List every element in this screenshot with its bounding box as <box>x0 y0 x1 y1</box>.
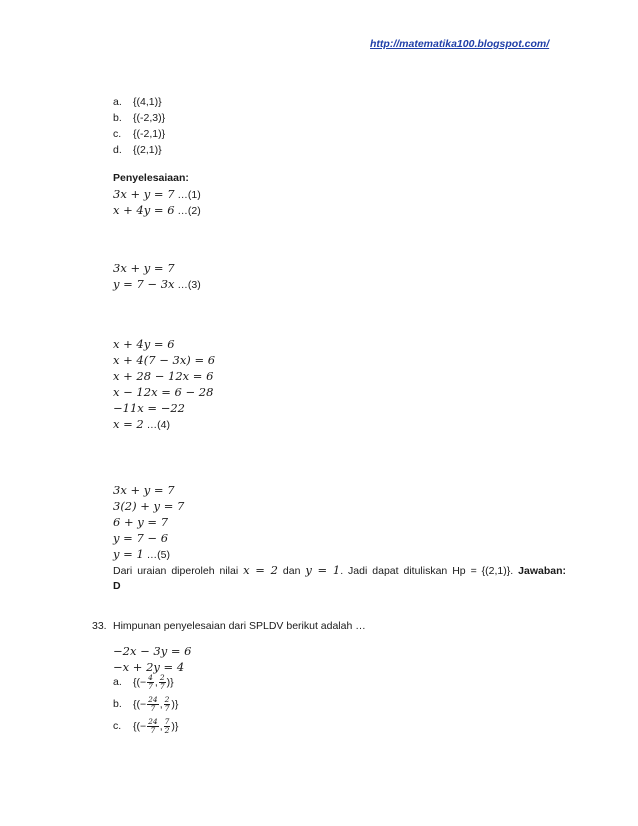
fraction <box>164 696 171 713</box>
option-text: {(-2,1)} <box>133 128 166 140</box>
step-a-line-2 <box>113 277 201 291</box>
option-text: )} <box>171 720 179 733</box>
option-label: a. <box>113 676 122 689</box>
step-c-line-2: 3(2) + y = 7 <box>113 499 185 513</box>
question-33 <box>92 620 366 632</box>
fraction <box>164 718 171 735</box>
equation-math: x = 2 <box>113 417 144 431</box>
option-label: d. <box>113 144 122 156</box>
q33-option-c: c. {(− $\frac{24}{7}$ , $\frac{7}{2}$ )} <box>113 717 179 735</box>
conclusion-text: Dari uraian diperoleh nilai <box>113 565 244 577</box>
fraction <box>147 718 159 735</box>
equation-tag: …(2) <box>174 205 201 217</box>
numerator: 7 <box>164 717 170 726</box>
denominator: 7 <box>159 682 165 691</box>
equation-math: x + 4y = 6 <box>113 203 175 217</box>
option-text: {(− <box>133 676 147 689</box>
option-text: )} <box>171 698 179 711</box>
step-c-line-1: 3x + y = 7 <box>113 483 175 497</box>
denominator: 7 <box>148 682 153 691</box>
option-text: {(4,1)} <box>133 96 162 108</box>
fraction <box>147 674 154 691</box>
option-a <box>113 96 162 108</box>
option-d <box>113 144 162 156</box>
q33-option-a: a. {(− $\frac{4}{7}$ , $\frac{2}{7}$ )} <box>113 673 174 691</box>
step-a-line-1: 3x + y = 7 <box>113 261 175 275</box>
equation-math: 3x + y = 7 <box>113 187 175 201</box>
option-label: a. <box>113 96 122 108</box>
step-b-line-6 <box>113 417 170 431</box>
equation-tag: …(1) <box>174 189 201 201</box>
option-text: )} <box>166 676 174 689</box>
step-b-line-4: x − 12x = 6 − 28 <box>113 385 214 399</box>
conclusion-math: x = 2 <box>243 563 278 577</box>
denominator: 2 <box>164 726 170 735</box>
answer-label: Jawaban: <box>518 565 566 577</box>
q33-equation-2: −x + 2y = 4 <box>113 660 185 674</box>
option-text: {(2,1)} <box>133 144 162 156</box>
option-label: c. <box>113 128 122 140</box>
equation-tag: …(4) <box>143 419 170 431</box>
conclusion-text: . Jadi dapat dituliskan Hp = {(2,1)}. <box>340 565 519 577</box>
denominator: 7 <box>150 726 156 735</box>
option-label: c. <box>113 720 122 733</box>
numerator: 2 <box>164 695 170 704</box>
option-label: b. <box>113 698 122 711</box>
option-text: {(-2,3)} <box>133 112 166 124</box>
blog-link[interactable]: http://matematika100.blogspot.com/ <box>370 38 550 50</box>
equation-2 <box>113 203 201 217</box>
step-b-line-5: −11x = −22 <box>113 401 185 415</box>
numerator: 4 <box>148 673 153 682</box>
step-b-line-3: x + 28 − 12x = 6 <box>113 369 214 383</box>
denominator: 7 <box>150 704 156 713</box>
step-b-line-1: x + 4y = 6 <box>113 337 175 351</box>
denominator: 7 <box>164 704 170 713</box>
numerator: 2 <box>159 673 165 682</box>
fraction <box>159 674 166 691</box>
equation-math: y = 1 <box>113 547 144 561</box>
fraction <box>147 696 159 713</box>
conclusion-line <box>113 563 566 577</box>
equation-tag: …(5) <box>143 549 171 561</box>
option-c <box>113 128 165 140</box>
step-c-line-3: 6 + y = 7 <box>113 515 169 529</box>
conclusion-math: y = 1 <box>305 563 341 577</box>
step-c-line-5 <box>113 547 170 561</box>
step-b-line-2: x + 4(7 − 3x) = 6 <box>113 353 216 367</box>
numerator: 24 <box>148 695 158 704</box>
option-text: {(− <box>133 720 147 733</box>
option-label: b. <box>113 112 122 124</box>
answer-letter: D <box>113 580 121 592</box>
conclusion-text: dan <box>277 565 306 577</box>
q33-option-b: b. {(− $\frac{24}{7}$ , $\frac{2}{7}$ )} <box>113 695 179 713</box>
question-number: 33. <box>92 620 107 632</box>
q33-equation-1: −2x − 3y = 6 <box>113 644 192 658</box>
step-c-line-4: y = 7 − 6 <box>113 531 169 545</box>
equation-1 <box>113 187 201 201</box>
solution-heading: Penyelesaiaan: <box>113 172 189 184</box>
equation-math: y = 7 − 3x <box>113 277 175 291</box>
option-b <box>113 112 165 124</box>
option-text: {(− <box>133 698 147 711</box>
equation-tag: …(3) <box>174 279 201 291</box>
question-text: Himpunan penyelesaian dari SPLDV berikut adalah … <box>113 620 366 632</box>
numerator: 24 <box>148 717 158 726</box>
